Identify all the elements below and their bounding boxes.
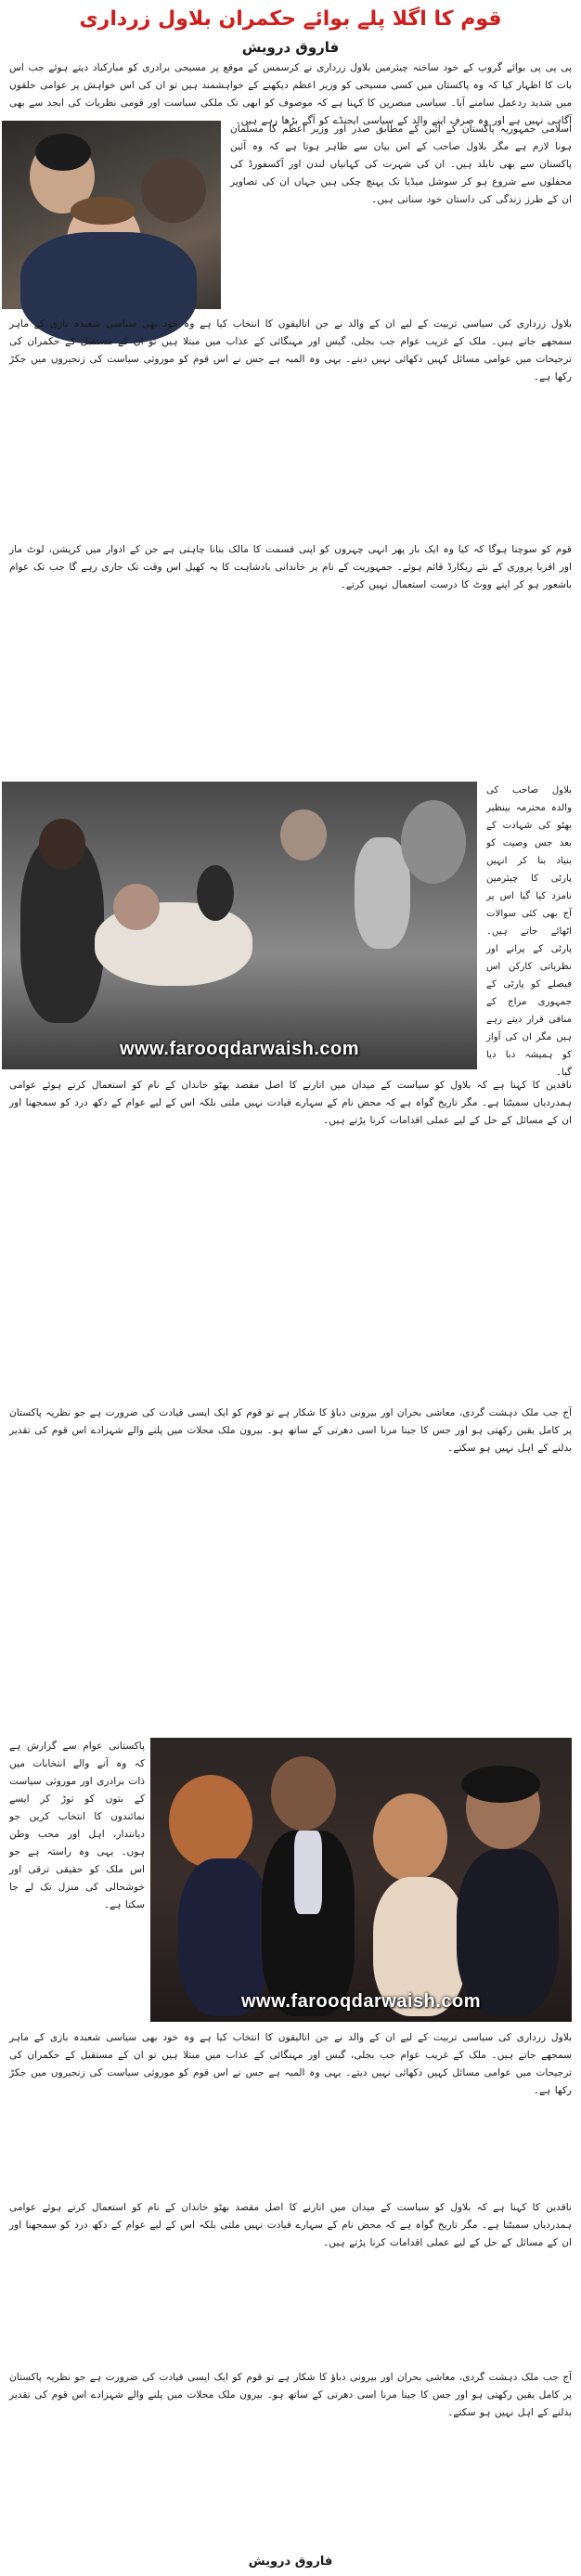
article-paragraph: ناقدین کا کہنا ہے کہ بلاول کو سیاست کے میدان میں اتارنے کا اصل مقصد بھٹو خاندان کے نام کو استعمال کرتے ہوئے عوامی ہمدردیاں سمیٹنا ہے۔ مگر تاریخ گواہ ہے کہ محض نام کے سہارے قیادت نہیں ملتی بلکہ اس کے لیے عوام کے دکھ درد کو سمجھنا اور ان کے مسائل کے حل کے لیے عملی اقدامات کرنا پڑتے ہیں۔ [9, 2202, 572, 2248]
full-width-text-region-3 [9, 2029, 572, 2540]
article-paragraph: اسلامی جمہوریہ پاکستان کے آئین کے مطابق صدر اور وزیر اعظم کا مسلمان ہونا لازم ہے مگر بلاول صاحب کے اس بیان سے ظاہر ہوتا ہے کہ وہ آئین پاکستان سے بھی نابلد ہیں۔ ان کی شہرت کی کہانیاں لندن اور آکسفورڈ کی محفلوں سے شروع ہو کر سوشل میڈیا تک پہنچ چکی ہیں جہاں ان کی تصاویر ان کے طرز زندگی کی داستان خود سناتی ہیں۔ [230, 123, 572, 205]
photo1-side-text [230, 121, 572, 309]
article-photo-3 [150, 1738, 572, 2022]
photo2-side-text [486, 782, 572, 1078]
full-width-text-region-1 [9, 316, 572, 776]
article-paragraph: بلاول صاحب کی والدہ محترمہ بینظیر بھٹو کی شہادت کے بعد جس وصیت کو بنیاد بنا کر انہیں پارٹی کا چیئرمین نامزد کیا گیا اس پر آج بھی کئی سوالات اٹھائے جاتے ہیں۔ پارٹی کے پرانے اور نظریاتی کارکن اس فیصلے کو پارٹی کے جمہوری مزاج کے منافی قرار دیتے رہے ہیں مگر ان کی آواز کو ہمیشہ دبا دیا گیا۔ [486, 785, 572, 1078]
photo-watermark: www.farooqdarwaish.com [119, 1039, 360, 1059]
article-paragraph: بلاول زرداری کی سیاسی تربیت کے لیے ان کے والد نے جن اتالیقوں کا انتخاب کیا ہے وہ خود بھی سیاسی شعبدہ بازی کے ماہر سمجھے جاتے ہیں۔ ملک کے غریب عوام جب بجلی، گیس اور مہنگائی کے عذاب میں مبتلا ہیں تو ان کے مستقبل کے حکمران کی ترجیحات میں عوامی مسائل کہیں دکھائی نہیں دیتے۔ یہی وہ المیہ ہے جس نے اس قوم کو موروثی سیاست کی زنجیروں میں جکڑ رکھا ہے۔ [9, 318, 572, 382]
article-paragraph: قوم کو سوچنا ہوگا کہ کیا وہ ایک بار پھر انہی چہروں کو اپنی قسمت کا مالک بنانا چاہتی ہے جن کے ادوار میں کرپشن، لوٹ مار اور اقربا پروری کے نئے ریکارڈ قائم ہوئے۔ جمہوریت کے نام پر خاندانی بادشاہت کا یہ کھیل اس وقت تک جاری رہے گا جب تک عوام باشعور ہو کر اپنے ووٹ کا درست استعمال نہیں کرتے۔ [9, 544, 572, 590]
article-signature: فاروق درویش [248, 2555, 333, 2569]
article-paragraph: بلاول زرداری کی سیاسی تربیت کے لیے ان کے والد نے جن اتالیقوں کا انتخاب کیا ہے وہ خود بھی سیاسی شعبدہ بازی کے ماہر سمجھے جاتے ہیں۔ ملک کے غریب عوام جب بجلی، گیس اور مہنگائی کے عذاب میں مبتلا ہیں تو ان کے مستقبل کے حکمران کی ترجیحات میں عوامی مسائل کہیں دکھائی نہیں دیتے۔ یہی وہ المیہ ہے جس نے اس قوم کو موروثی سیاست کی زنجیروں میں جکڑ رکھا ہے۔ [9, 2032, 572, 2096]
article-paragraph: پی پی پی بوائے گروپ کے خود ساختہ چیئرمین بلاول زرداری نے کرسمس کے موقع پر مسیحی برادری کو مبارکباد دیتے ہوئے جب اس بات کا اظہار کیا کہ وہ پاکستان میں کسی مسیحی کو وزیر اعظم دیکھنے کے خواہشمند ہیں تو ان کی اس خواہش پر عوامی حلقوں میں شدید ردعمل سامنے آیا۔ سیاسی مبصرین کا کہنا ہے کہ موصوف کو ابھی تک ملکی سیاست اور قومی نظریات کی ابجد سے بھی آگاہی نہیں ہے اور وہ صرف اپنے والد کے سیاسی ایجنڈے کو آگے بڑھا رہے ہیں۔ [9, 62, 572, 126]
article-paragraph: پاکستانی عوام سے گزارش ہے کہ وہ آنے والے انتخابات میں ذات برادری اور موروثی سیاست کے بتوں کو توڑ کر ایسے نمائندوں کا انتخاب کریں جو دیانتدار، اہل اور محب وطن ہوں۔ یہی وہ راستہ ہے جو اس ملک کو حقیقی ترقی اور خوشحالی کی منزل تک لے جا سکتا ہے۔ [9, 1741, 145, 1910]
photo-watermark: www.farooqdarwaish.com [240, 1991, 482, 2012]
article-photo-2 [2, 782, 477, 1069]
intro-text-region [9, 59, 572, 126]
full-width-text-region-2 [9, 1077, 572, 1732]
article-photo-1 [2, 121, 221, 309]
article-headline: قوم کا اگلا پلے بوائے حکمران بلاول زرداری [79, 7, 502, 31]
photo3-side-text [9, 1738, 145, 2022]
article-paragraph: ناقدین کا کہنا ہے کہ بلاول کو سیاست کے میدان میں اتارنے کا اصل مقصد بھٹو خاندان کے نام کو استعمال کرتے ہوئے عوامی ہمدردیاں سمیٹنا ہے۔ مگر تاریخ گواہ ہے کہ محض نام کے سہارے قیادت نہیں ملتی بلکہ اس کے لیے عوام کے دکھ درد کو سمجھنا اور ان کے مسائل کے حل کے لیے عملی اقدامات کرنا پڑتے ہیں۔ [9, 1080, 572, 1126]
article-paragraph: آج جب ملک دہشت گردی، معاشی بحران اور بیرونی دباؤ کا شکار ہے تو قوم کو ایک ایسی قیادت کی ضرورت ہے جو نظریہ پاکستان پر کامل یقین رکھتی ہو اور جس کا جینا مرنا اسی دھرتی کے ساتھ ہو۔ بیرون ملک محلات میں پلنے والے شہزادے اس قوم کی تقدیر بدلنے کے اہل نہیں ہو سکتے۔ [9, 1407, 572, 1454]
article-byline: فاروق درویش [241, 39, 340, 56]
article-paragraph: آج جب ملک دہشت گردی، معاشی بحران اور بیرونی دباؤ کا شکار ہے تو قوم کو ایک ایسی قیادت کی ضرورت ہے جو نظریہ پاکستان پر کامل یقین رکھتی ہو اور جس کا جینا مرنا اسی دھرتی کے ساتھ ہو۔ بیرون ملک محلات میں پلنے والے شہزادے اس قوم کی تقدیر بدلنے کے اہل نہیں ہو سکتے۔ [9, 2372, 572, 2418]
